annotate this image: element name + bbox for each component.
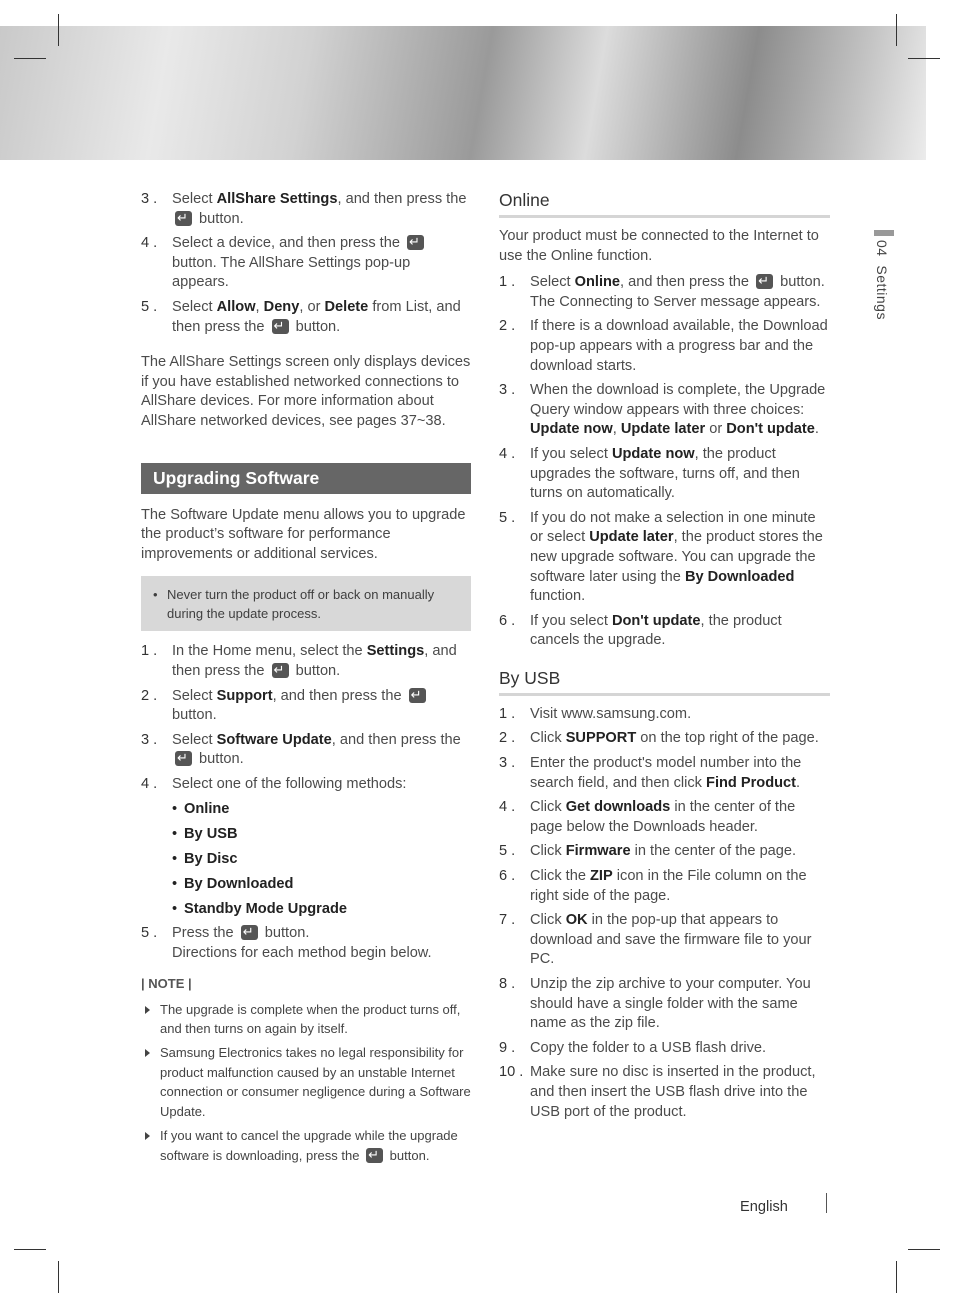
bold-term: Delete	[324, 298, 369, 315]
triangle-bullet-icon	[145, 1132, 150, 1140]
step-number: 5 .	[141, 298, 158, 315]
step-text: Press the	[172, 925, 238, 942]
step-text: function.	[530, 588, 586, 605]
step-text: ,	[255, 298, 264, 315]
step-number: 4 .	[499, 445, 516, 462]
enter-icon	[241, 925, 258, 940]
step-text: button.	[291, 662, 341, 679]
bold-term: Firmware	[565, 843, 631, 860]
step-text: on the top right of the page.	[636, 730, 819, 747]
step-text: Select	[530, 274, 575, 291]
step-item	[499, 975, 830, 1034]
step-item	[499, 612, 830, 651]
bold-term: Update later	[589, 529, 674, 546]
step-item	[141, 298, 471, 337]
bold-term: Get downloads	[565, 799, 671, 816]
step-number: 1 .	[141, 643, 158, 660]
step-number: 5 .	[499, 509, 516, 526]
footer-language: English	[740, 1199, 788, 1215]
step-text: Select	[172, 731, 217, 748]
step-text: icon in the File column on the right side of the page.	[530, 868, 807, 904]
step-text: , the product cancels the upgrade.	[530, 612, 782, 649]
enter-icon	[272, 319, 289, 334]
note-list	[141, 1000, 471, 1165]
step-text: If you select	[530, 445, 612, 462]
note-item	[141, 1126, 471, 1165]
upgrade-steps	[141, 642, 471, 794]
step-text: in the center of the page.	[630, 843, 797, 860]
online-intro: Your product must be connected to the Internet to use the Online function.	[499, 228, 819, 264]
step-item	[141, 924, 471, 963]
enter-icon	[407, 235, 424, 250]
method-item: • Standby Mode Upgrade	[172, 899, 471, 919]
crop-mark	[58, 14, 59, 46]
step-text: button. The AllShare Settings pop-up appears.	[172, 254, 411, 291]
step-text: Enter the product's model number into the search field, and then click	[530, 755, 802, 791]
step-item	[499, 509, 830, 607]
step-item	[499, 798, 830, 837]
footer-divider	[826, 1193, 827, 1213]
step-number: 1 .	[499, 274, 516, 291]
step-text: Click	[530, 912, 566, 929]
step-text: ,	[612, 421, 621, 438]
step-item	[499, 317, 830, 376]
step-text: from List, and then press the	[172, 298, 461, 335]
step-text: .	[814, 421, 819, 438]
step-number: 2 .	[141, 687, 158, 704]
note-item	[141, 1000, 471, 1039]
step-text: button.	[172, 707, 217, 724]
step-number: 3 .	[141, 191, 158, 207]
step-text: Make sure no disc is inserted in the product, and then insert the USB flash drive into the USB port of the product.	[530, 1064, 816, 1120]
crop-mark	[908, 1249, 940, 1250]
step-text: button.	[386, 1147, 430, 1163]
bold-term: Don't update	[726, 421, 815, 438]
step-item	[499, 1063, 830, 1122]
step-item	[141, 234, 471, 293]
step-number: 3 .	[499, 755, 516, 772]
method-item: • By Downloaded	[172, 874, 471, 894]
bold-term: By Downloaded	[684, 568, 795, 585]
enter-icon	[272, 663, 289, 678]
bold-term: OK	[565, 912, 588, 929]
step-text: Samsung Electronics takes no legal responsibility for product malfunction caused by an unstable Internet connection or consumer negligence during a Software Update.	[160, 1045, 471, 1119]
chapter-tab-text	[874, 240, 890, 320]
bold-term: Software Update	[216, 731, 332, 748]
step-item	[141, 190, 471, 229]
crop-mark	[896, 14, 897, 46]
step-number: 1 .	[499, 705, 516, 722]
right-column	[499, 190, 830, 1127]
step-number: 4 .	[141, 775, 158, 792]
step-text: Select a device, and then press the	[172, 235, 405, 252]
step-text: If you want to cancel the upgrade while the upgrade software is downloading, press the	[160, 1128, 458, 1163]
allshare-paragraph: The AllShare Settings screen only displays devices if you have established networked connections to AllShare devices. For more information about AllShare networked devices, see pages 37~38.	[141, 354, 471, 429]
step-text: Copy the folder to a USB flash drive.	[530, 1039, 767, 1056]
step-number: 3 .	[499, 382, 516, 399]
crop-mark	[896, 1261, 897, 1293]
step-text: If there is a download available, the Download pop-up appears with a progress bar and the download starts.	[530, 318, 828, 374]
step-text: Select	[172, 298, 217, 315]
step-item	[141, 687, 471, 726]
triangle-bullet-icon	[145, 1049, 150, 1057]
step-number: 5 .	[141, 925, 158, 942]
step-text: , and then press the	[620, 274, 754, 291]
step-number: 8 .	[499, 976, 516, 992]
bold-term: Settings	[366, 643, 425, 660]
method-item: • By Disc	[172, 849, 471, 869]
bold-term: Update later	[620, 421, 706, 438]
left-column	[141, 190, 471, 1170]
bold-term: Update now	[611, 445, 695, 462]
step-item	[141, 642, 471, 681]
bold-term: Find Product	[706, 774, 797, 791]
usb-steps	[499, 705, 830, 1122]
step-number: 2 .	[499, 730, 516, 747]
step-text: .	[796, 774, 801, 791]
step-text: Select one of the following methods:	[172, 775, 407, 792]
step-text: Click the	[530, 868, 591, 885]
step-number: 5 .	[499, 843, 516, 860]
step-number: 4 .	[141, 235, 158, 252]
step-item	[499, 867, 830, 906]
step-text: , or	[299, 298, 325, 315]
crop-mark	[58, 1261, 59, 1293]
note-heading: | NOTE |	[141, 975, 192, 991]
step-text: , the product stores the new upgrade software. You can upgrade the software later using the	[530, 529, 823, 585]
enter-icon	[409, 688, 426, 703]
bold-term: SUPPORT	[565, 730, 637, 747]
step-text: , and then press the	[337, 191, 467, 207]
step-text: , and then press the	[172, 643, 457, 679]
online-title: Online	[499, 190, 830, 218]
triangle-bullet-icon	[145, 1006, 150, 1014]
bold-term: Don't update	[611, 612, 701, 629]
step-number: 6 .	[499, 868, 516, 885]
section-title: Upgrading Software	[141, 463, 471, 494]
step-text: button.	[195, 751, 244, 768]
note-item	[141, 1043, 471, 1121]
step-text: Directions for each method begin below.	[172, 945, 432, 962]
step-text: Click	[530, 843, 566, 860]
step-text: button.	[195, 210, 244, 227]
step-item	[499, 911, 830, 970]
step-text: button.	[260, 925, 310, 942]
enter-icon	[175, 211, 192, 226]
step-text: The upgrade is complete when the product turns off, and then turns on again by itself.	[160, 1001, 461, 1037]
enter-icon	[175, 751, 192, 766]
step-item	[499, 381, 830, 440]
allshare-steps	[141, 190, 471, 337]
step-text: Select	[172, 687, 217, 704]
step-text: or	[705, 421, 727, 438]
chapter-number: 04	[874, 240, 890, 257]
step-text: in the center of the page below the Downloads header.	[530, 799, 796, 835]
bold-term: Update now	[530, 421, 613, 438]
step-item	[499, 842, 830, 862]
step-item	[499, 705, 830, 725]
warning-box	[141, 576, 471, 631]
chapter-tab-bar	[874, 230, 894, 236]
enter-icon	[366, 1148, 383, 1163]
chapter-label: Settings	[874, 265, 890, 320]
step-text: , and then press the	[331, 731, 461, 748]
step-number: 10 .	[499, 1064, 524, 1081]
method-item: • By USB	[172, 824, 471, 844]
step-number: 2 .	[499, 318, 516, 335]
bold-term: Support	[216, 687, 273, 704]
step-number: 4 .	[499, 799, 516, 816]
step-text: If you do not make a selection in one minute or select	[530, 509, 816, 546]
step-item	[499, 1039, 830, 1059]
intro-paragraph: The Software Update menu allows you to upgrade the product’s software for performance improvements or additional services.	[141, 506, 466, 562]
step-item	[499, 729, 830, 749]
step-text: Click	[530, 730, 566, 747]
header-banner	[0, 26, 926, 160]
step-number: 9 .	[499, 1039, 516, 1056]
step-text: in the pop-up that appears to download and save the firmware file to your PC.	[530, 912, 812, 968]
step-text: , the product upgrades the software, turns off, and then turns on automatically.	[530, 445, 800, 502]
step-item	[141, 731, 471, 770]
step-item	[499, 754, 830, 793]
step-text: Click	[530, 799, 566, 816]
step-text: , and then press the	[272, 687, 406, 704]
warning-bullet: •	[153, 587, 158, 603]
step-item	[499, 445, 830, 504]
bold-term: ZIP	[590, 868, 613, 885]
step-text: Select	[172, 191, 217, 207]
step-text: Visit www.samsung.com.	[530, 705, 692, 722]
crop-mark	[14, 1249, 46, 1250]
warning-text: Never turn the product off or back on manually during the update process.	[167, 587, 435, 622]
enter-icon	[756, 274, 773, 289]
step-five	[141, 924, 471, 963]
crop-mark	[908, 58, 940, 59]
online-steps	[499, 273, 830, 651]
step-item	[141, 775, 471, 795]
step-text: button. The Connecting to Server message appears.	[530, 274, 825, 310]
step-number: 7 .	[499, 912, 516, 929]
crop-mark	[14, 58, 46, 59]
step-text: Unzip the zip archive to your computer. You should have a single folder with the same name as the zip file.	[530, 976, 811, 1032]
step-text: button.	[291, 318, 341, 335]
chapter-tab	[874, 230, 894, 340]
method-list	[172, 799, 471, 919]
step-number: 6 .	[499, 612, 516, 629]
bold-term: Deny	[263, 298, 300, 315]
bold-term: AllShare Settings	[216, 191, 338, 207]
step-number: 3 .	[141, 731, 158, 748]
bold-term: Allow	[216, 298, 256, 315]
step-item	[499, 273, 830, 312]
usb-title: By USB	[499, 668, 830, 696]
bold-term: Online	[574, 274, 621, 291]
method-item: • Online	[172, 799, 471, 819]
step-text: In the Home menu, select the	[172, 643, 367, 660]
step-text: When the download is complete, the Upgrade Query window appears with three choices:	[530, 382, 826, 418]
step-text: If you select	[530, 612, 612, 629]
